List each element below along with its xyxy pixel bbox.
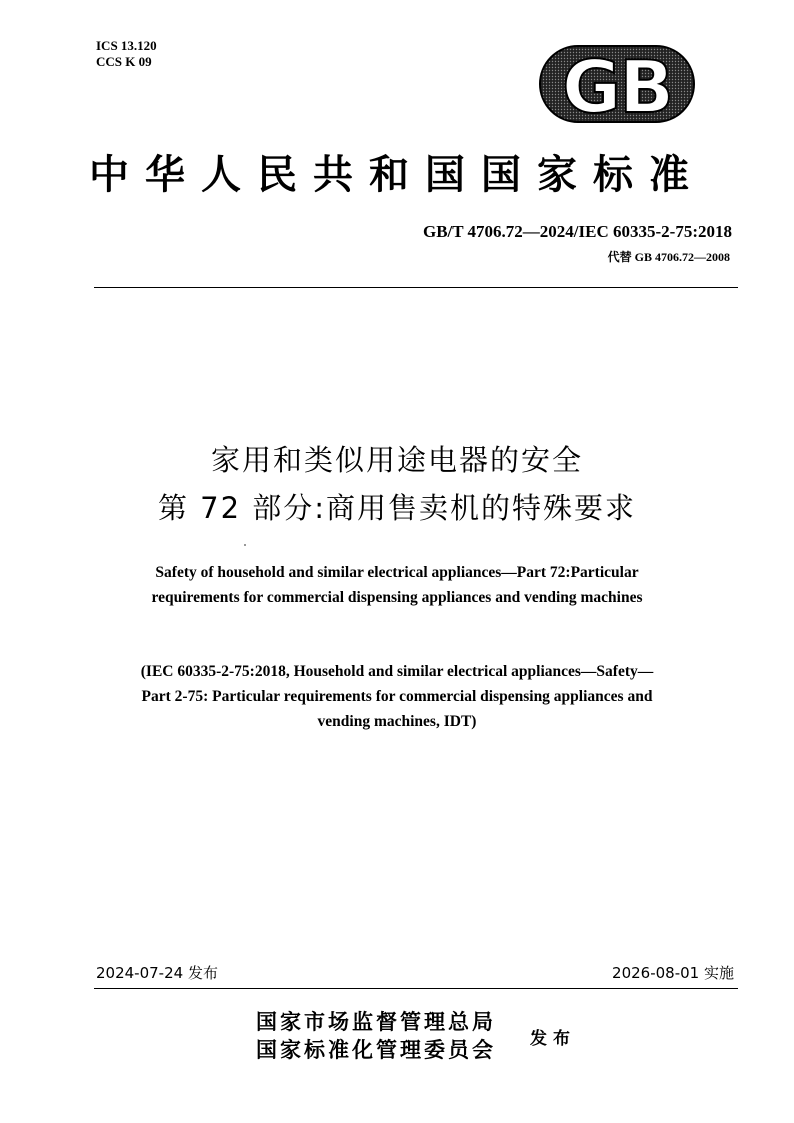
iec-reference-line1: (IEC 60335-2-75:2018, Household and similar electrical appliances—Safety—	[140, 663, 654, 680]
ccs-code: CCS K 09	[96, 54, 152, 69]
issuer-sac: 国家标准化管理委员会	[256, 1037, 496, 1062]
publish-label: 发布	[530, 1029, 576, 1049]
national-standard-title: 中华人民共和国国家标准	[89, 152, 705, 198]
header-divider	[94, 287, 738, 288]
chinese-title-line2: 第 72 部分:商用售卖机的特殊要求	[157, 491, 637, 525]
gb-logo-text: GB	[562, 45, 672, 126]
iec-reference-line3: vending machines, IDT)	[317, 713, 477, 730]
ics-code: ICS 13.120	[96, 38, 157, 53]
gb-logo	[536, 42, 698, 126]
chinese-title-line1: 家用和类似用途电器的安全	[210, 443, 583, 477]
iec-reference-line2: Part 2-75: Particular requirements for commercial dispensing appliances and	[141, 688, 653, 705]
iec-reference	[60, 659, 734, 734]
english-title-line1: Safety of household and similar electrical appliances—Part 72:Particular	[155, 564, 639, 581]
classification-codes	[96, 38, 157, 70]
footer-divider	[94, 988, 738, 989]
stray-mark	[244, 544, 246, 546]
implementation-date: 2026-08-01 实施	[612, 964, 734, 982]
issuing-authorities	[256, 1008, 496, 1064]
english-title-line2: requirements for commercial dispensing appliances and vending machines	[151, 589, 643, 606]
standard-number: GB/T 4706.72—2024/IEC 60335-2-75:2018	[422, 222, 732, 241]
replaces-standard: 代替 GB 4706.72—2008	[607, 250, 730, 264]
issuer-samr: 国家市场监督管理总局	[256, 1009, 496, 1034]
english-title	[60, 560, 734, 610]
issue-date: 2024-07-24 发布	[96, 964, 218, 982]
